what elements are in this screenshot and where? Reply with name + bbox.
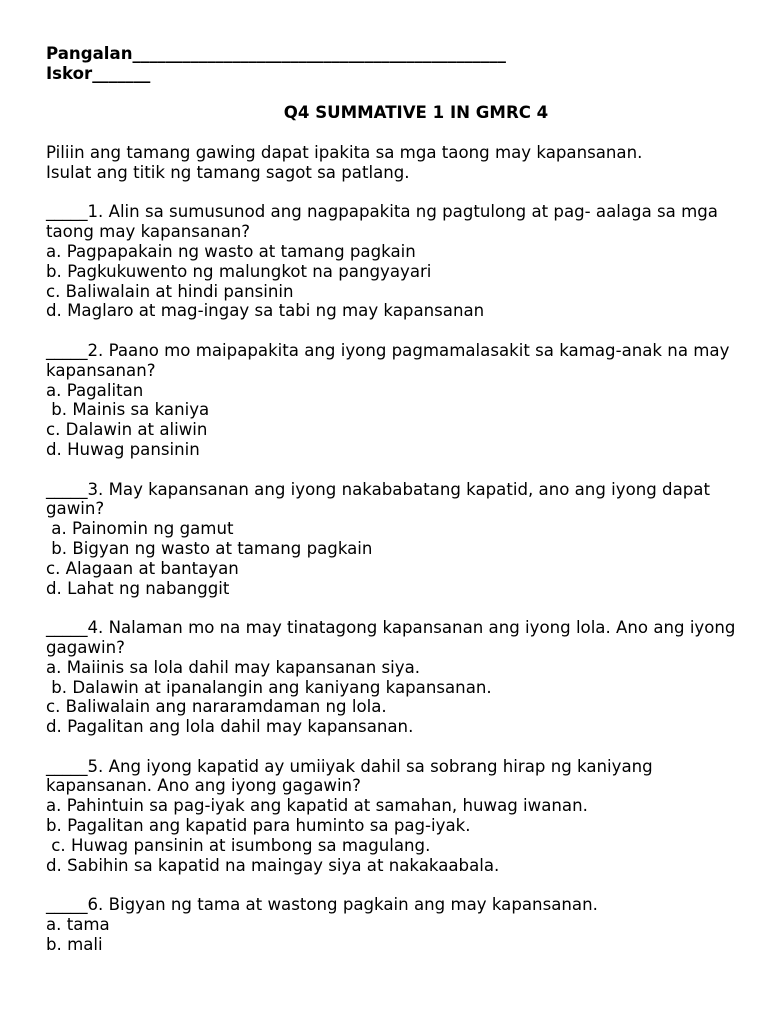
option-c: c. Huwag pansinin at isumbong sa magulang. xyxy=(46,835,431,855)
option-d: d. Huwag pansinin xyxy=(46,439,200,459)
option-b: b. Mainis sa kaniya xyxy=(46,400,210,420)
option-c: c. Baliwalain at hindi pansinin xyxy=(46,281,294,301)
option-b: b. Pagalitan ang kapatid para huminto sa pag-iyak. xyxy=(46,816,471,836)
option-b: b. Pagkukuwento ng malungkot na pangyayari xyxy=(46,261,432,281)
question-1 xyxy=(46,202,746,321)
name-line: Pangalan_____________________________________________ xyxy=(46,44,506,63)
option-a: a. tama xyxy=(46,915,110,935)
question-5 xyxy=(46,757,746,876)
question-stem: _____1. Alin sa sumusunod ang nagpapakita ng pagtulong at pag- aalaga sa mga taong may kapansanan? xyxy=(46,202,724,242)
option-c: c. Baliwalain ang nararamdaman ng lola. xyxy=(46,697,387,717)
option-b: b. Dalawin at ipanalangin ang kaniyang kapansanan. xyxy=(46,677,492,697)
option-a: a. Pagpapakain ng wasto at tamang pagkain xyxy=(46,241,416,261)
score-line: Iskor_______ xyxy=(46,63,151,83)
option-d: d. Maglaro at mag-ingay sa tabi ng may kapansanan xyxy=(46,301,485,321)
instructions-line-1: Piliin ang tamang gawing dapat ipakita sa mga taong may kapansanan. xyxy=(46,142,643,162)
question-2 xyxy=(46,341,746,460)
question-4 xyxy=(46,618,746,737)
question-6 xyxy=(46,895,746,954)
question-stem: _____2. Paano mo maipapakita ang iyong pagmamalasakit sa kamag-anak na may kapansanan? xyxy=(46,340,735,380)
question-3 xyxy=(46,480,746,599)
option-d: d. Lahat ng nabanggit xyxy=(46,578,230,598)
option-d: d. Sabihin sa kapatid na maingay siya at nakakaabala. xyxy=(46,855,500,875)
option-a: a. Pagalitan xyxy=(46,380,144,400)
worksheet-page xyxy=(46,44,746,955)
option-c: c. Dalawin at aliwin xyxy=(46,420,208,440)
question-stem: _____6. Bigyan ng tama at wastong pagkain ang may kapansanan. xyxy=(46,895,598,915)
instructions-line-2: Isulat ang titik ng tamang sagot sa patlang. xyxy=(46,162,410,182)
option-d: d. Pagalitan ang lola dahil may kapansanan. xyxy=(46,717,414,737)
option-b: b. Bigyan ng wasto at tamang pagkain xyxy=(46,538,373,558)
worksheet-title: Q4 SUMMATIVE 1 IN GMRC 4 xyxy=(283,103,549,123)
option-a: a. Maiinis sa lola dahil may kapansanan siya. xyxy=(46,657,421,677)
option-c: c. Alagaan at bantayan xyxy=(46,558,239,578)
option-a: a. Painomin ng gamut xyxy=(46,519,234,539)
option-b: b. mali xyxy=(46,934,103,954)
question-stem: _____4. Nalaman mo na may tinatagong kapansanan ang iyong lola. Ano ang iyong gagawin? xyxy=(46,618,741,657)
option-a: a. Pahintuin sa pag-iyak ang kapatid at samahan, huwag iwanan. xyxy=(46,796,588,816)
question-stem: _____5. Ang iyong kapatid ay umiiyak dahil sa sobrang hirap ng kaniyang kapansanan. Ano ang iyong gagawin? xyxy=(46,756,658,796)
question-stem: _____3. May kapansanan ang iyong nakababatang kapatid, ano ang iyong dapat gawin? xyxy=(46,479,716,519)
